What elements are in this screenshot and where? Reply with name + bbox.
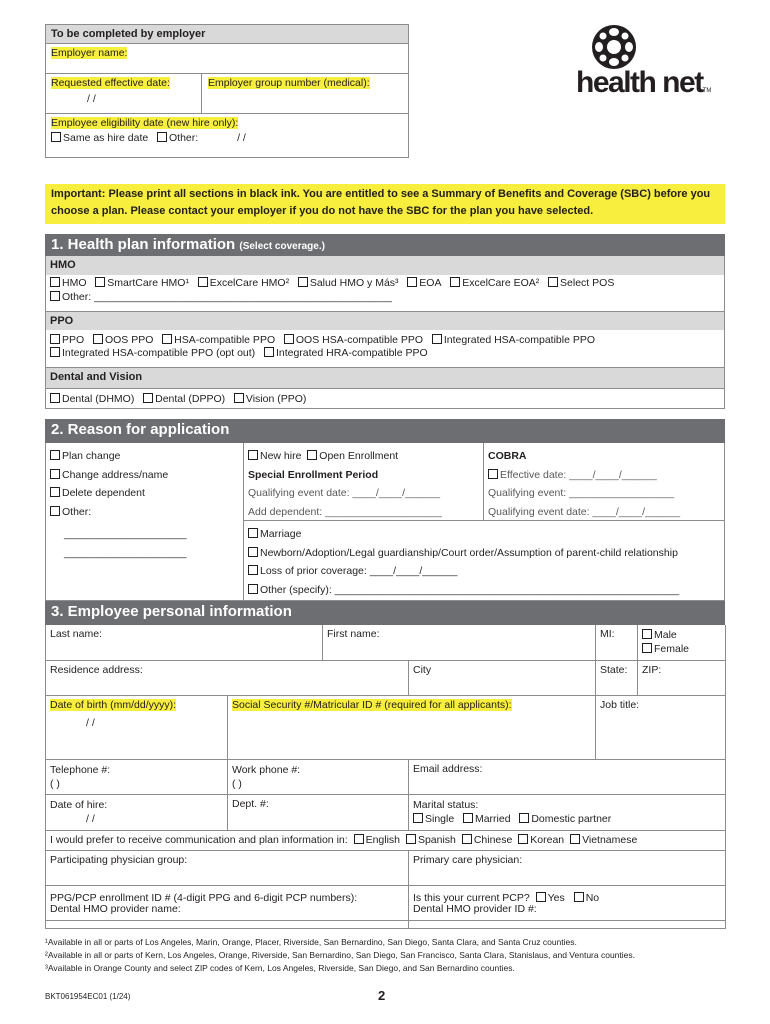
- section-1-header: [45, 234, 725, 256]
- hmo-options: [45, 275, 725, 311]
- footnote: ¹Available in all or parts of Los Angeles, Marin, Orange, Placer, Riverside, San Bernardino, San Diego, Santa Clara, and Santa Cruz counties.: [45, 937, 577, 947]
- section-1-subtitle: (Select coverage.): [239, 241, 325, 252]
- delete-dependent-checkbox[interactable]: [50, 487, 60, 497]
- loss-coverage-label: Loss of prior coverage: ____/____/______: [260, 565, 458, 577]
- domestic-partner-checkbox[interactable]: [519, 813, 529, 823]
- group-number-label: Employer group number (medical):: [208, 77, 370, 89]
- mi-field[interactable]: [596, 625, 638, 661]
- dob-label: Date of birth (mm/dd/yyyy):: [50, 699, 177, 711]
- korean-checkbox[interactable]: [518, 834, 528, 844]
- logo-emblem-icon: [584, 22, 644, 72]
- footnotes: [45, 936, 735, 975]
- hmo-option: SmartCare HMO¹: [107, 277, 189, 289]
- dept-label: Dept. #:: [232, 798, 269, 810]
- cobra-effective: Effective date: ____/____/______: [500, 468, 657, 481]
- single-checkbox[interactable]: [413, 813, 423, 823]
- hmo-option: HMO: [62, 277, 87, 289]
- oos-ppo-checkbox[interactable]: [93, 334, 103, 344]
- newborn-label: Newborn/Adoption/Legal guardianship/Court order/Assumption of parent-child relationship: [260, 546, 678, 559]
- reason-other-checkbox[interactable]: [50, 506, 60, 516]
- female-checkbox[interactable]: [642, 643, 652, 653]
- logo-wordmark: [576, 68, 711, 106]
- ppo-option: Integrated HSA-compatible PPO: [443, 334, 596, 346]
- vietnamese-checkbox[interactable]: [570, 834, 580, 844]
- last-name-field[interactable]: [46, 625, 323, 661]
- reason-column-1: [46, 443, 244, 600]
- hmo-option: Salud HMO y Más³: [309, 277, 399, 289]
- open-enrollment-checkbox[interactable]: [307, 450, 317, 460]
- logo-text: health net: [576, 66, 703, 99]
- excelcare-eoa-checkbox[interactable]: [450, 277, 460, 287]
- logo-tm: TM: [702, 88, 712, 94]
- job-title-label: Job title:: [600, 699, 640, 711]
- smartcare-checkbox[interactable]: [95, 277, 105, 287]
- dental-name-field[interactable]: [46, 893, 409, 929]
- married-checkbox[interactable]: [463, 813, 473, 823]
- spanish-checkbox[interactable]: [406, 834, 416, 844]
- cobra-effective-checkbox[interactable]: [488, 469, 498, 479]
- telephone-field[interactable]: [46, 760, 228, 795]
- dental-id-label: Dental HMO provider ID #:: [413, 903, 537, 915]
- health-net-logo: [576, 22, 736, 104]
- ppo-subheader: PPO: [45, 311, 725, 330]
- work-phone-field[interactable]: [228, 760, 409, 795]
- first-name-field[interactable]: [323, 625, 596, 661]
- section-2-header: 2. Reason for application: [45, 419, 725, 443]
- hmo-other-label: Other: ___________________________________________________: [62, 291, 392, 303]
- cobra-title: COBRA: [488, 450, 527, 462]
- sep-events: [244, 521, 724, 603]
- job-title-field[interactable]: [596, 696, 726, 760]
- reason-option: Other:: [62, 505, 92, 518]
- dental-id-field[interactable]: [409, 893, 726, 929]
- footnote: ²Available in all or parts of Kern, Los Angeles, Orange, Riverside, San Bernardino, San Diego, San Francisco, Santa Clara, Stanislaus, and Ventura counties.: [45, 950, 635, 960]
- eligibility-slashes: / /: [237, 132, 246, 144]
- eligibility-label: Employee eligibility date (new hire only):: [51, 117, 239, 129]
- cobra-column: [484, 443, 724, 521]
- dob-slashes: / /: [86, 717, 95, 729]
- dhmo-checkbox[interactable]: [50, 393, 60, 403]
- hmo-option: ExcelCare HMO²: [209, 277, 290, 289]
- ppo-option: Integrated HSA-compatible PPO (opt out): [62, 347, 256, 359]
- cobra-event: Qualifying event: __________________: [488, 487, 675, 499]
- hsa-ppo-checkbox[interactable]: [162, 334, 172, 344]
- sep-title: Special Enrollment Period: [248, 468, 379, 481]
- last-name-label: Last name:: [50, 628, 102, 640]
- oos-hsa-ppo-checkbox[interactable]: [284, 334, 294, 344]
- enroll-id-label: PPG/PCP enrollment ID # (4-digit PPG and 6-digit PCP numbers):: [50, 892, 358, 904]
- ppo-option: HSA-compatible PPO: [174, 334, 276, 346]
- employer-name-label: Employer name:: [51, 47, 128, 59]
- marital-label: Marital status:: [413, 799, 479, 811]
- zip-label: ZIP:: [642, 664, 662, 676]
- marriage-label: Marriage: [260, 528, 302, 540]
- ppo-option: OOS PPO: [104, 334, 154, 346]
- same-as-hire-label: Same as hire date: [63, 132, 149, 144]
- language-option: Chinese: [473, 834, 513, 846]
- dob-field[interactable]: [46, 696, 228, 760]
- other-specify-checkbox[interactable]: [248, 584, 258, 594]
- telephone-paren: ( ): [50, 778, 60, 790]
- section-1-title: 1. Health plan information: [51, 236, 236, 253]
- plan-change-checkbox[interactable]: [50, 450, 60, 460]
- loss-coverage-checkbox[interactable]: [248, 565, 258, 575]
- dv-option: Vision (PPO): [245, 393, 307, 405]
- effective-date-slashes: / /: [87, 93, 96, 105]
- employer-name-field[interactable]: [46, 44, 408, 74]
- marital-option: Domestic partner: [531, 813, 612, 825]
- reason-column-2: [244, 443, 484, 521]
- section-3-header: 3. Employee personal information: [45, 601, 725, 625]
- eligibility-field[interactable]: [46, 114, 408, 147]
- gender-field: [638, 625, 726, 661]
- cobra-event-date: Qualifying event date: ____/____/______: [488, 505, 681, 518]
- marital-field: [409, 795, 726, 831]
- language-option: Vietnamese: [582, 834, 638, 846]
- new-hire-checkbox[interactable]: [248, 450, 258, 460]
- group-number-field[interactable]: [203, 74, 375, 92]
- ppo-option: PPO: [62, 334, 85, 346]
- select-pos-checkbox[interactable]: [548, 277, 558, 287]
- employer-title: To be completed by employer: [46, 25, 408, 44]
- eoa-checkbox[interactable]: [407, 277, 417, 287]
- ssn-label: Social Security #/Matricular ID # (required for all applicants):: [232, 699, 512, 711]
- page-number: 2: [378, 988, 386, 1003]
- dental-vision-subheader: Dental and Vision: [45, 367, 725, 388]
- female-label: Female: [654, 643, 690, 655]
- ppg-label: Participating physician group:: [50, 854, 188, 866]
- effective-date-label: Requested effective date:: [51, 77, 170, 89]
- reason-other-line: _____________________: [64, 528, 187, 540]
- email-field[interactable]: [409, 760, 726, 795]
- eligibility-other-checkbox[interactable]: [157, 132, 167, 142]
- section-3: [45, 601, 725, 927]
- ssn-field[interactable]: [228, 696, 596, 760]
- hmo-checkbox[interactable]: [50, 277, 60, 287]
- ppg-field[interactable]: [46, 851, 409, 886]
- chinese-checkbox[interactable]: [462, 834, 472, 844]
- hmo-option: ExcelCare EOA²: [462, 277, 540, 289]
- vision-checkbox[interactable]: [234, 393, 244, 403]
- email-label: Email address:: [413, 763, 483, 775]
- marital-option: Single: [425, 813, 455, 825]
- hire-date-label: Date of hire:: [50, 799, 108, 811]
- newborn-checkbox[interactable]: [248, 547, 258, 557]
- city-field[interactable]: [409, 661, 596, 696]
- change-address-checkbox[interactable]: [50, 469, 60, 479]
- same-as-hire-checkbox[interactable]: [51, 132, 61, 142]
- ppo-options: [45, 330, 725, 367]
- language-option: English: [365, 834, 401, 846]
- hmo-option: EOA: [419, 277, 442, 289]
- dppo-checkbox[interactable]: [143, 393, 153, 403]
- footnote: ³Available in Orange County and select ZIP codes of Kern, Los Angeles, Riverside, San Diego, and San Bernardino counties.: [45, 963, 515, 973]
- open-enrollment-label: Open Enrollment: [319, 450, 399, 462]
- salud-checkbox[interactable]: [298, 277, 308, 287]
- language-field: [46, 831, 726, 851]
- hire-date-slashes: / /: [86, 813, 95, 825]
- state-field[interactable]: [596, 661, 638, 696]
- dept-field[interactable]: [228, 795, 409, 831]
- section-1: [45, 234, 725, 409]
- qualifying-date: Qualifying event date: ____/____/______: [248, 487, 441, 499]
- hmo-subheader: HMO: [45, 256, 725, 275]
- eligibility-other-label: Other:: [168, 132, 199, 144]
- reason-other-line: _____________________: [64, 546, 187, 559]
- telephone-label: Telephone #:: [50, 764, 111, 776]
- work-phone-label: Work phone #:: [232, 764, 301, 776]
- effective-date-field[interactable]: [46, 74, 202, 113]
- section-2: [45, 419, 725, 601]
- hire-date-field[interactable]: [46, 795, 228, 831]
- reason-option: Change address/name: [62, 468, 169, 481]
- integrated-hsa-optout-checkbox[interactable]: [50, 347, 60, 357]
- residence-field[interactable]: [46, 661, 409, 696]
- state-label: State:: [600, 664, 628, 676]
- pcp-yes-label: Yes: [547, 892, 565, 904]
- pcp-label: Primary care physician:: [413, 854, 523, 866]
- pcp-no-label: No: [585, 892, 600, 904]
- pcp-field[interactable]: [409, 851, 726, 886]
- english-checkbox[interactable]: [354, 834, 364, 844]
- form-code: BKT061954EC01 (1/24): [45, 992, 131, 1001]
- employer-box: [45, 24, 409, 158]
- integrated-hsa-ppo-checkbox[interactable]: [432, 334, 442, 344]
- city-label: City: [413, 664, 432, 676]
- work-phone-paren: ( ): [232, 778, 242, 790]
- language-prompt: I would prefer to receive communication and plan information in:: [50, 834, 348, 846]
- dv-option: Dental (DHMO): [62, 393, 135, 405]
- first-name-label: First name:: [327, 628, 380, 640]
- language-option: Spanish: [417, 834, 456, 846]
- hmo-other-checkbox[interactable]: [50, 291, 60, 301]
- residence-label: Residence address:: [50, 664, 143, 676]
- other-specify-label: Other (specify): ___________________________________________________________: [260, 583, 680, 596]
- reason-option: Delete dependent: [62, 487, 145, 499]
- new-hire-label: New hire: [260, 450, 302, 462]
- hmo-option: Select POS: [560, 277, 615, 289]
- important-notice: Important: Please print all sections in black ink. You are entitled to see a Summary of Benefits and Coverage (SBC) before you choose a plan. Please contact your employer if you do not have the SBC for the plan you have selected.: [45, 184, 725, 224]
- dv-option: Dental (DPPO): [155, 393, 226, 405]
- mi-label: MI:: [600, 628, 615, 640]
- marital-option: Married: [474, 813, 511, 825]
- dental-row: [45, 893, 725, 929]
- language-option: Korean: [530, 834, 565, 846]
- dental-name-label: Dental HMO provider name:: [50, 903, 181, 915]
- ppo-option: OOS HSA-compatible PPO: [295, 334, 424, 346]
- ppo-checkbox[interactable]: [50, 334, 60, 344]
- add-dependent: Add dependent: ____________________: [248, 505, 442, 518]
- marriage-checkbox[interactable]: [248, 528, 258, 538]
- excelcare-checkbox[interactable]: [198, 277, 208, 287]
- reason-option: Plan change: [62, 450, 121, 462]
- ppo-option: Integrated HRA-compatible PPO: [275, 347, 428, 359]
- dental-vision-options: [45, 388, 725, 409]
- male-checkbox[interactable]: [642, 629, 652, 639]
- male-label: Male: [654, 629, 677, 641]
- zip-field[interactable]: [638, 661, 726, 696]
- current-pcp-label: Is this your current PCP?: [413, 892, 530, 904]
- integrated-hra-checkbox[interactable]: [264, 347, 274, 357]
